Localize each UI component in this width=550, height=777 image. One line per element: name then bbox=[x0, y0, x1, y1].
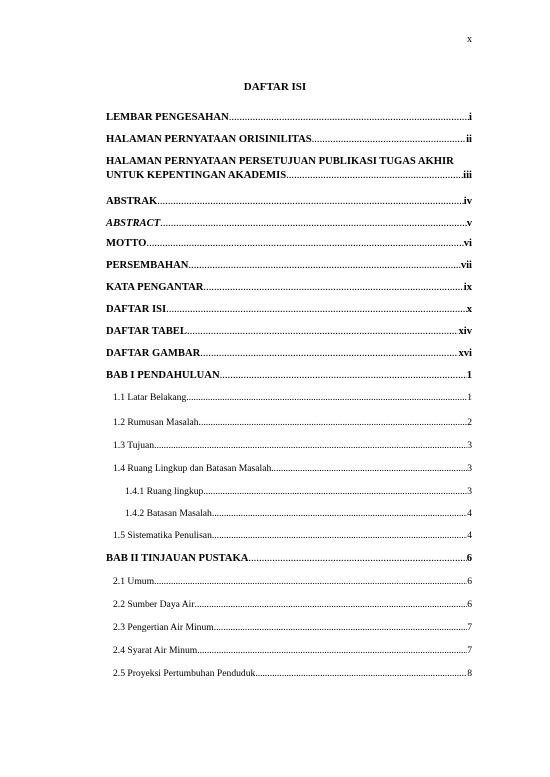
toc-entry-label: BAB I PENDAHULUAN bbox=[106, 370, 220, 381]
toc-entry-page: 6 bbox=[467, 576, 472, 587]
toc-entry[interactable] bbox=[106, 369, 472, 383]
toc-entry-page: iii bbox=[463, 170, 472, 181]
toc-entry-page: iv bbox=[463, 196, 472, 207]
toc-entry-label: HALAMAN PERNYATAAN ORISINILITAS bbox=[106, 134, 312, 145]
toc-entry-page: vii bbox=[460, 260, 472, 271]
toc-entry-page: 6 bbox=[466, 553, 472, 564]
toc-entry[interactable] bbox=[106, 133, 472, 147]
dot-leader bbox=[154, 575, 467, 589]
dot-leader bbox=[166, 303, 467, 317]
toc-entry[interactable] bbox=[106, 237, 472, 251]
toc-entry-page: vi bbox=[463, 238, 472, 249]
dot-leader bbox=[271, 462, 467, 476]
dot-leader bbox=[203, 485, 467, 499]
toc-entry-page: xvi bbox=[458, 348, 472, 359]
page-number: x bbox=[467, 34, 472, 45]
dot-leader bbox=[157, 195, 464, 209]
toc-entry-label: 2.1 Umum bbox=[113, 576, 155, 587]
toc-entry[interactable] bbox=[106, 155, 472, 183]
toc-entry-label: ABSTRACT bbox=[106, 218, 161, 229]
toc-entry-label: 1.4.1 Ruang lingkup bbox=[125, 486, 204, 497]
toc-entry-page: 4 bbox=[467, 508, 472, 519]
toc-entry-page: 3 bbox=[467, 463, 472, 474]
toc-entry-page: 7 bbox=[467, 622, 472, 633]
toc-entry-label: DAFTAR TABEL bbox=[106, 326, 187, 337]
toc-entry-label: DAFTAR GAMBAR bbox=[106, 348, 201, 359]
toc-entry-label: 1.4.2 Batasan Masalah bbox=[125, 508, 212, 519]
toc-entry[interactable] bbox=[106, 416, 472, 430]
dot-leader bbox=[255, 667, 467, 681]
toc-entry-page: 8 bbox=[467, 668, 472, 679]
toc-entry-page: 6 bbox=[467, 599, 472, 610]
dot-leader bbox=[286, 169, 463, 183]
toc-entry-label: LEMBAR PENGESAHAN bbox=[106, 112, 229, 123]
dot-leader bbox=[186, 391, 467, 405]
toc-entry-label: MOTTO bbox=[106, 238, 147, 249]
toc-entry-page: 2 bbox=[467, 417, 472, 428]
toc-entry-page: 3 bbox=[467, 440, 472, 451]
dot-leader bbox=[199, 416, 468, 430]
toc-entry-label: 1.5 Sistematika Penulisan bbox=[113, 530, 212, 541]
toc-entry-label: 2.3 Pengertian Air Minum bbox=[113, 622, 214, 633]
dot-leader bbox=[188, 259, 460, 273]
toc-entry-label: 1.2 Rumusan Masalah bbox=[113, 417, 199, 428]
dot-leader bbox=[312, 133, 466, 147]
toc-entry-label: 1.1 Latar Belakang bbox=[113, 392, 187, 403]
toc-entry-label: UNTUK KEPENTINGAN AKADEMIS bbox=[106, 170, 287, 181]
toc-entry-label-line: HALAMAN PERNYATAAN PERSETUJUAN PUBLIKASI TUGAS AKHIR bbox=[106, 156, 454, 167]
toc-entry-label: BAB II TINJAUAN PUSTAKA bbox=[106, 553, 249, 564]
toc-entry[interactable] bbox=[106, 644, 472, 658]
toc-entry-page: ii bbox=[466, 134, 472, 145]
dot-leader bbox=[214, 621, 467, 635]
dot-leader bbox=[160, 217, 467, 231]
toc-entry[interactable] bbox=[106, 325, 472, 339]
toc-entry[interactable] bbox=[106, 529, 472, 543]
toc-entry-label: 1.3 Tujuan bbox=[113, 440, 155, 451]
toc-entry[interactable] bbox=[106, 259, 472, 273]
dot-leader bbox=[187, 325, 459, 339]
toc-entry-page: xiv bbox=[458, 326, 472, 337]
dot-leader bbox=[212, 529, 467, 543]
dot-leader bbox=[197, 644, 467, 658]
page-title: DAFTAR ISI bbox=[243, 81, 307, 93]
toc-entry-page: x bbox=[466, 304, 472, 315]
dot-leader bbox=[195, 598, 468, 612]
dot-leader bbox=[220, 369, 467, 383]
toc-entry[interactable] bbox=[106, 439, 472, 453]
toc-entry-label: ABSTRAK bbox=[106, 196, 158, 207]
toc-entry[interactable] bbox=[106, 552, 472, 566]
toc-entry[interactable] bbox=[106, 195, 472, 209]
toc-entry[interactable] bbox=[106, 598, 472, 612]
toc-entry-label: 1.4 Ruang Lingkup dan Batasan Masalah bbox=[113, 463, 272, 474]
dot-leader bbox=[248, 552, 466, 566]
toc-entry-page: 7 bbox=[467, 645, 472, 656]
toc-entry-page: 1 bbox=[466, 370, 472, 381]
toc-entry[interactable] bbox=[106, 303, 472, 317]
toc-entry[interactable] bbox=[106, 391, 472, 405]
toc-entry[interactable] bbox=[106, 347, 472, 361]
toc-entry-page: v bbox=[466, 218, 472, 229]
toc-entry-page: 3 bbox=[467, 486, 472, 497]
toc-entry[interactable] bbox=[106, 281, 472, 295]
toc-entry-page: i bbox=[469, 112, 472, 123]
dot-leader bbox=[229, 111, 469, 125]
toc-entry[interactable] bbox=[106, 621, 472, 635]
toc-entry-page: 4 bbox=[467, 530, 472, 541]
toc-entry-label: KATA PENGANTAR bbox=[106, 282, 204, 293]
dot-leader bbox=[200, 347, 458, 361]
toc-entry-label: PERSEMBAHAN bbox=[106, 260, 189, 271]
toc-entry[interactable] bbox=[106, 575, 472, 589]
toc-entry-label: DAFTAR ISI bbox=[106, 304, 167, 315]
toc-entry[interactable] bbox=[106, 217, 472, 231]
toc-entry[interactable] bbox=[106, 111, 472, 125]
toc-entry[interactable] bbox=[106, 507, 472, 521]
dot-leader bbox=[203, 281, 463, 295]
toc-entry[interactable] bbox=[106, 462, 472, 476]
toc-entry[interactable] bbox=[106, 667, 472, 681]
dot-leader bbox=[154, 439, 467, 453]
toc-entry-label: 2.2 Sumber Daya Air bbox=[113, 599, 195, 610]
toc-entry-label: 2.5 Proyeksi Pertumbuhan Penduduk bbox=[113, 668, 256, 679]
dot-leader bbox=[212, 507, 467, 521]
toc-entry-page: ix bbox=[463, 282, 472, 293]
toc-entry-page: 1 bbox=[467, 392, 472, 403]
dot-leader bbox=[146, 237, 463, 251]
toc-entry-label: 2.4 Syarat Air Minum bbox=[113, 645, 198, 656]
toc-entry[interactable] bbox=[106, 485, 472, 499]
